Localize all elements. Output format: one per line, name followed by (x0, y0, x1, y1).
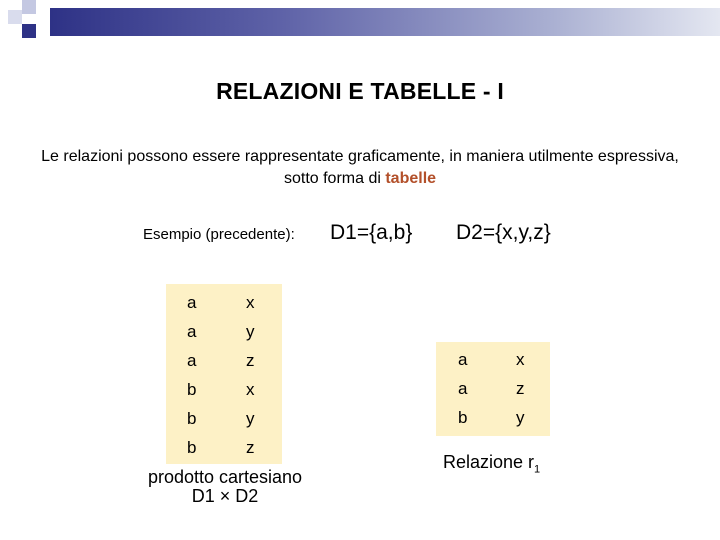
table-cell: x (246, 380, 255, 399)
table-cell: z (246, 438, 255, 457)
slide-title: RELAZIONI E TABELLE - I (216, 78, 504, 104)
intro-paragraph (30, 146, 690, 190)
table-cell: z (246, 351, 255, 370)
relation-table (436, 342, 550, 436)
table-cell: a (187, 351, 197, 370)
table-cell: x (516, 350, 525, 369)
cartesian-product-table (166, 284, 282, 464)
example-label: Esempio (precedente): (143, 226, 295, 243)
relation-caption-text: Relazione r (443, 452, 535, 472)
intro-text: Le relazioni possono essere rappresentate graficamente, in maniera utilmente espressiva, sotto forma di (41, 148, 679, 187)
cartesian-product-caption (110, 468, 340, 506)
decor-square (36, 8, 50, 22)
decor-square (22, 0, 36, 14)
table-cell: y (246, 409, 255, 428)
table-cell: a (187, 293, 197, 312)
table-cell: y (516, 408, 525, 427)
caption-line: prodotto cartesiano (147, 467, 303, 487)
table-cell: b (187, 380, 197, 399)
table-cell: b (458, 408, 468, 427)
table-cell: b (187, 438, 197, 457)
table-cell: x (246, 293, 255, 312)
table-cell: a (458, 379, 468, 398)
decor-square (8, 10, 22, 24)
relation-caption (443, 452, 540, 476)
table-cell: a (458, 350, 468, 369)
caption-line: D1 × D2 (191, 486, 259, 506)
table-cell: b (187, 409, 197, 428)
decor-square (22, 24, 36, 38)
title-banner-bar (50, 8, 720, 36)
highlight-word: tabelle (385, 170, 437, 187)
table-cell: a (187, 322, 197, 341)
table-cell: z (516, 379, 525, 398)
set-d1: D1={a,b} (330, 221, 413, 244)
relation-caption-subscript: 1 (534, 463, 541, 476)
set-d2: D2={x,y,z} (456, 221, 551, 244)
table-cell: y (246, 322, 255, 341)
